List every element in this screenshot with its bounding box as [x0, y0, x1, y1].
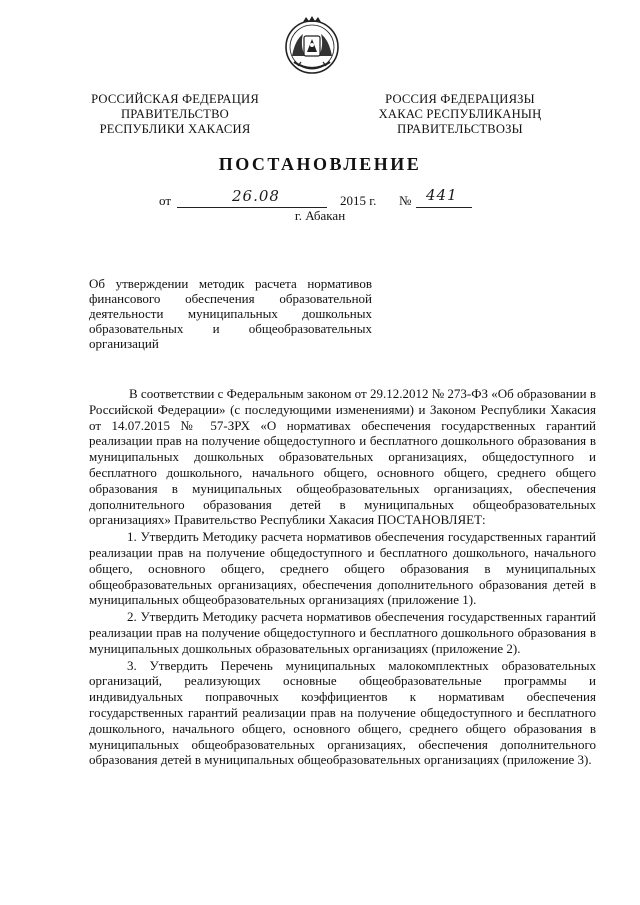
preamble-paragraph: В соответствии с Федеральным законом от 29.12.2012 № 273-ФЗ «Об образовании в Российской Федерации» (с последующими изменениями) и Законом Республики Хакасия от 14.07.2015 № 57-ЗРХ «О нормативах обеспечения государственных гарантий реализации прав на получение общедоступного и бесплатного дошкольного образования в муниципальных дошкольных образовательных организациях, общедоступного и бесплатного дошкольного, начального общего, основного общего, среднего общего образования в муниципальных общеобразовательных организациях, обеспечения дополнительного образования детей в муниципальных общеобразовательных организациях» Правительство Республики Хакасия ПОСТАНОВЛЯЕТ: [89, 386, 596, 528]
document-body [89, 386, 596, 769]
number-sign: № [399, 193, 412, 208]
header-right-line-3: ПРАВИТЕЛЬСТВОЗЫ [397, 122, 523, 136]
date-year: 2015 г. [340, 193, 377, 208]
date-prefix: от [159, 193, 172, 208]
header-left-line-1: РОССИЙСКАЯ ФЕДЕРАЦИЯ [91, 92, 259, 106]
header-left-line-3: РЕСПУБЛИКИ ХАКАСИЯ [99, 122, 251, 136]
subject-heading: Об утверждении методик расчета нормативов финансового обеспечения образовательной деятельности муниципальных дошкольных образовательных и общеобразовательных организаций [89, 276, 372, 351]
number-handwritten: 441 [426, 186, 458, 204]
header-right-block [360, 92, 560, 137]
header-right-line-1: РОССИЯ ФЕДЕРАЦИЯЗЫ [385, 92, 535, 106]
clause-1-paragraph: 1. Утвердить Методику расчета нормативов обеспечения государственных гарантий реализации прав на получение общедоступного и бесплатного дошкольного, начального общего, основного общего, среднего общего образования в муниципальных общеобразовательных организациях, обеспечения дополнительного образования детей в муниципальных общеобразовательных организациях (приложение 1). [89, 529, 596, 608]
document-title: ПОСТАНОВЛЕНИЕ [218, 154, 422, 174]
header-left-line-2: ПРАВИТЕЛЬСТВО [121, 107, 229, 121]
clause-2-paragraph: 2. Утвердить Методику расчета нормативов обеспечения государственных гарантий реализации прав на получение общедоступного и бесплатного дошкольного образования в муниципальных дошкольных образовательных организациях (приложение 2). [89, 609, 596, 656]
city-line: г. Абакан [294, 208, 346, 223]
clause-3-paragraph: 3. Утвердить Перечень муниципальных малокомплектных образовательных организаций, реализующих основные общеобразовательные программы и индивидуальных поправочных коэффициентов к нормативам обеспечения государственных гарантий реализации прав на получение общедоступного и бесплатного дошкольного, начального общего, основного общего, среднего общего образования в муниципальных общеобразовательных организациях, обеспечения дополнительного образования детей в муниципальных общеобразовательных организациях (приложение 3). [89, 657, 596, 768]
header-left-block [80, 92, 270, 137]
header-right-line-2: ХАКАС РЕСПУБЛИКАНЫҢ [378, 107, 542, 121]
coat-of-arms-emblem [283, 16, 341, 76]
date-handwritten: 26.08 [232, 187, 280, 205]
